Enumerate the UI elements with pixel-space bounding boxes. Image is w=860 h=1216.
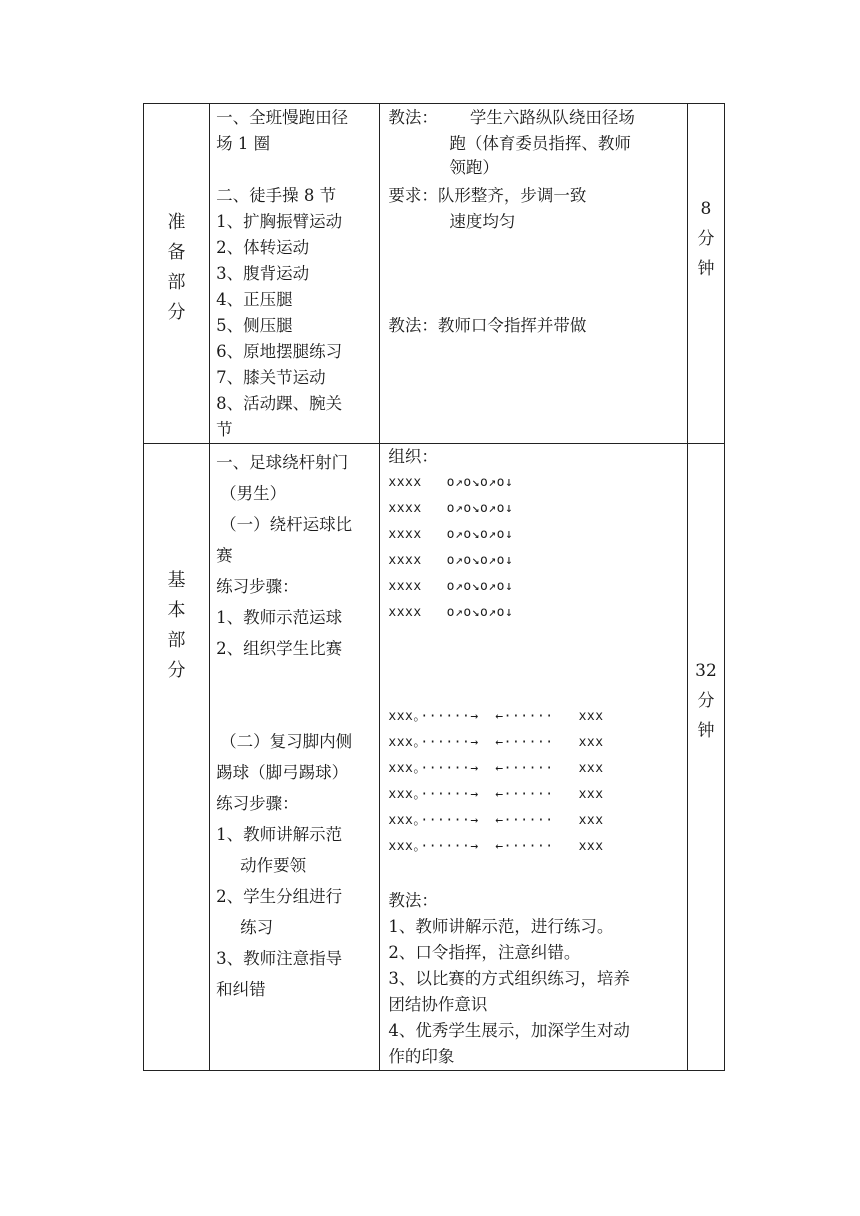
duration-value: 8 (700, 198, 712, 219)
basic-duration (688, 656, 724, 746)
basic-label-char: 本 (167, 600, 186, 621)
relay-row: xxx。······→ ←······ xxx (388, 761, 604, 776)
lesson-plan-table (143, 103, 725, 1071)
yaoqiu-text-b: 速度均匀 (449, 212, 516, 231)
basic-method-cell (380, 444, 688, 1071)
basic-b3: 练习步骤： (216, 794, 299, 813)
spacer (216, 157, 375, 183)
relay-row: xxx。······→ ←······ xxx (388, 735, 604, 750)
prep-item: 8、活动踝、腕关 (216, 394, 343, 413)
drill-row: xxxx o↗o↘o↗o↓ (388, 553, 514, 568)
prep-title1-a: 一、全班慢跑田径 (216, 108, 349, 127)
basic-b4: 1、教师讲解示范 (216, 825, 343, 844)
basic-b1: （二）复习脚内侧 (220, 732, 353, 751)
drill-row: xxxx o↗o↘o↗o↓ (388, 527, 514, 542)
basic-content-cell (210, 444, 380, 1071)
basic-a1: 一、足球绕杆射门 (216, 453, 349, 472)
prep-item: 6、原地摆腿练习 (216, 342, 343, 361)
jiaofa1-text-b: 跑（体育委员指挥、教师 (449, 134, 631, 153)
basic-label-char: 部 (167, 630, 186, 651)
prep-label (144, 208, 209, 328)
dribble-drill-diagram (388, 470, 683, 626)
basic-duration-cell (687, 444, 724, 1071)
basic-row (144, 444, 725, 1071)
duration-unit-char: 分 (697, 691, 715, 711)
spacer (388, 261, 683, 287)
basic-label (144, 566, 209, 686)
method-item: 3、以比赛的方式组织练习，培养 (388, 969, 630, 988)
prep-method-cell (380, 104, 688, 444)
spacer (388, 626, 683, 704)
prep-method (380, 104, 687, 339)
basic-a7: 2、组织学生比赛 (216, 639, 343, 658)
relay-row: xxx。······→ ←······ xxx (388, 787, 604, 802)
basic-b9: 和纠错 (216, 980, 266, 999)
jiaofa2-line (388, 313, 683, 339)
prep-label-char: 分 (167, 301, 186, 323)
relay-row: xxx。······→ ←······ xxx (388, 709, 604, 724)
jiaofa2-text: 教师口令指挥并带做 (437, 316, 587, 335)
jiaofa1-label: 教法： (388, 108, 438, 127)
basic-label-char: 基 (167, 570, 186, 591)
prep-duration-cell (687, 104, 724, 444)
prep-content (210, 104, 379, 443)
prep-label-char: 准 (167, 211, 186, 233)
prep-content-cell (210, 104, 380, 444)
method-item-cont: 作的印象 (388, 1047, 455, 1066)
basic-content (210, 444, 379, 1005)
basic-label-char: 分 (167, 660, 186, 681)
basic-b8: 3、教师注意指导 (216, 949, 343, 968)
prep-title1-b: 场 1 圈 (216, 134, 271, 153)
yaoqiu-label: 要求： (388, 186, 438, 205)
jiaofa2-label: 教法： (388, 316, 438, 335)
method-item: 1、教师讲解示范，进行练习。 (388, 917, 614, 936)
prep-label-cell (144, 104, 210, 444)
prep-title2: 二、徒手操 8 节 (216, 186, 337, 205)
method-item-cont: 团结协作意识 (388, 995, 488, 1014)
duration-unit-char: 分 (697, 228, 715, 249)
prep-item: 4、正压腿 (216, 290, 293, 309)
basic-b7: 练习 (240, 918, 274, 937)
spacer (388, 287, 683, 313)
duration-unit-char: 钟 (697, 721, 715, 741)
spacer (216, 664, 375, 726)
basic-b2: 踢球（脚弓踢球） (216, 763, 349, 782)
drill-row: xxxx o↗o↘o↗o↓ (388, 605, 514, 620)
prep-item-cont: 节 (216, 420, 233, 439)
jiaofa1-line (388, 105, 683, 131)
yaoqiu-line (388, 183, 683, 209)
yaoqiu-text-a: 队形整齐，步调一致 (437, 186, 587, 205)
prep-duration (688, 194, 724, 284)
relay-row: xxx。······→ ←······ xxx (388, 813, 604, 828)
drill-row: xxxx o↗o↘o↗o↓ (388, 501, 514, 516)
prep-item: 5、侧压腿 (216, 316, 293, 335)
duration-unit-char: 钟 (697, 258, 715, 279)
basic-a5: 练习步骤： (216, 577, 299, 596)
jiaofa-label: 教法： (388, 891, 438, 910)
basic-b6: 2、学生分组进行 (216, 887, 343, 906)
duration-value: 32 (695, 661, 717, 681)
basic-label-cell (144, 444, 210, 1071)
basic-a2: （男生） (220, 484, 287, 503)
prep-label-char: 部 (167, 271, 186, 293)
jiaofa1-text-c: 领跑） (449, 158, 499, 177)
spacer (388, 860, 683, 888)
basic-a3: （一）绕杆运球比 (220, 515, 353, 534)
prep-item: 3、腹背运动 (216, 264, 310, 283)
jiaofa1-text-a: 学生六路纵队绕田径场 (469, 108, 635, 127)
method-item: 4、优秀学生展示，加深学生对动 (388, 1021, 630, 1040)
drill-row: xxxx o↗o↘o↗o↓ (388, 579, 514, 594)
prep-item: 2、体转运动 (216, 238, 310, 257)
basic-b5: 动作要领 (240, 856, 307, 875)
relay-row: xxx。······→ ←······ xxx (388, 839, 604, 854)
prep-label-char: 备 (167, 241, 186, 263)
basic-a6: 1、教师示范运球 (216, 608, 343, 627)
prep-row (144, 104, 725, 444)
passing-drill-diagram (388, 704, 683, 860)
prep-item: 7、膝关节运动 (216, 368, 326, 387)
prep-item: 1、扩胸振臂运动 (216, 212, 343, 231)
basic-method (380, 444, 687, 1070)
zuzhi-label: 组织： (388, 447, 438, 466)
basic-a4: 赛 (216, 546, 233, 565)
spacer (388, 235, 683, 261)
drill-row: xxxx o↗o↘o↗o↓ (388, 475, 514, 490)
method-item: 2、口令指挥，注意纠错。 (388, 943, 581, 962)
